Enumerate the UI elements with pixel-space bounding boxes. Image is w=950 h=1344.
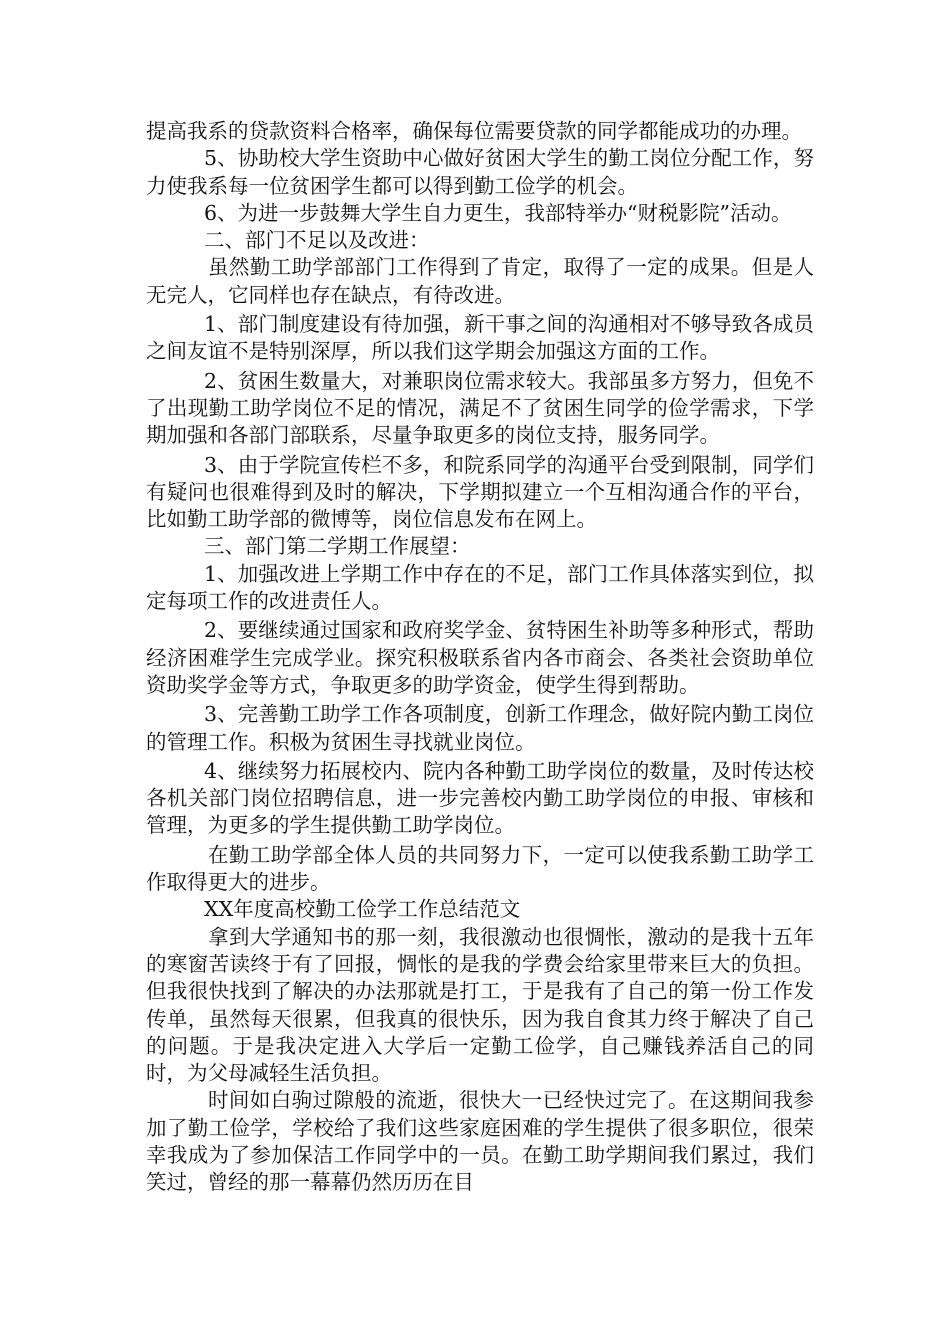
paragraph-outlook-4: 4、继续努力拓展校内、院内各种勤工助学岗位的数量，及时传达校各机关部门岗位招聘信息，进一步完善校内勤工助学岗位的申报、审核和管理，为更多的学生提供勤工助学岗位。 <box>146 758 814 838</box>
paragraph-item-6: 6、为进一步鼓舞大学生自力更生，我部特举办“财税影院”活动。 <box>204 200 792 225</box>
paragraph-item-5: 5、协助校大学生资助中心做好贫困大学生的勤工岗位分配工作，努力使我系每一位贫困学生都可以得到勤工俭学的机会。 <box>146 146 814 198</box>
paragraph-conclusion: 在勤工助学部全体人员的共同努力下，一定可以使我系勤工助学工作取得更大的进步。 <box>146 842 814 895</box>
paragraph-article-2: 时间如白驹过隙般的流逝，很快大一已经快过完了。在这期间我参加了勤工俭学，学校给了我们这些家庭困难的学生提供了很多职位，很荣幸我成为了参加保洁工作同学中的一员。在勤工助学期间我们累过，我们笑过，曾经的那一幕幕仍然历历在目 <box>146 1088 814 1195</box>
paragraph-shortcoming-2: 2、贫困生数量大，对兼职岗位需求较大。我部虽多方努力，但免不了出现勤工助学岗位不足的情况，满足不了贫困生同学的俭学需求，下学期加强和各部门部联系，尽量争取更多的岗位支持，服务同学。 <box>146 368 814 448</box>
document-body <box>146 118 814 1197</box>
paragraph-shortcoming-3: 3、由于学院宣传栏不多，和院系同学的沟通平台受到限制，同学们有疑问也很难得到及时的解决，下学期拟建立一个互相沟通合作的平台，比如勤工助学部的微博等，岗位信息发布在网上。 <box>146 452 814 532</box>
paragraph-article-1: 拿到大学通知书的那一刻，我很激动也很惆怅，激动的是我十五年的寒窗苦读终于有了回报，惆怅的是我的学费会给家里带来巨大的负担。但我很快找到了解决的办法那就是打工，于是我有了自己的第一份工作发传单，虽然每天很累，但我真的很快乐，因为我自食其力终于解决了自己的问题。于是我决定进入大学后一定勤工俭学，自己赚钱养活自己的同时，为父母减轻生活负担。 <box>146 924 814 1086</box>
section-heading-outlook: 三、部门第二学期工作展望： <box>204 534 471 559</box>
paragraph-loan-continuation: 提高我系的贷款资料合格率，确保每位需要贷款的同学都能成功的办理。 <box>146 119 802 143</box>
paragraph-outlook-3: 3、完善勤工助学工作各项制度，创新工作理念，做好院内勤工岗位的管理工作。积极为贫困生寻找就业岗位。 <box>146 702 814 754</box>
article-title: XX年度高校勤工俭学工作总结范文 <box>204 897 521 922</box>
paragraph-outlook-2: 2、要继续通过国家和政府奖学金、贫特困生补助等多种形式，帮助经济困难学生完成学业。探究积极联系省内各市商会、各类社会资助单位资助奖学金等方式，争取更多的助学资金，使学生得到帮助。 <box>146 618 814 697</box>
paragraph-shortcomings-intro: 虽然勤工助学部部门工作得到了肯定，取得了一定的成果。但是人无完人，它同样也存在缺点，有待改进。 <box>146 255 814 307</box>
section-heading-shortcomings: 二、部门不足以及改进： <box>204 228 430 253</box>
paragraph-shortcoming-1: 1、部门制度建设有待加强，新干事之间的沟通相对不够导致各成员之间友谊不是特别深厚，所以我们这学期会加强这方面的工作。 <box>146 312 814 364</box>
paragraph-outlook-1: 1、加强改进上学期工作中存在的不足，部门工作具体落实到位，拟定每项工作的改进责任人。 <box>146 561 814 614</box>
